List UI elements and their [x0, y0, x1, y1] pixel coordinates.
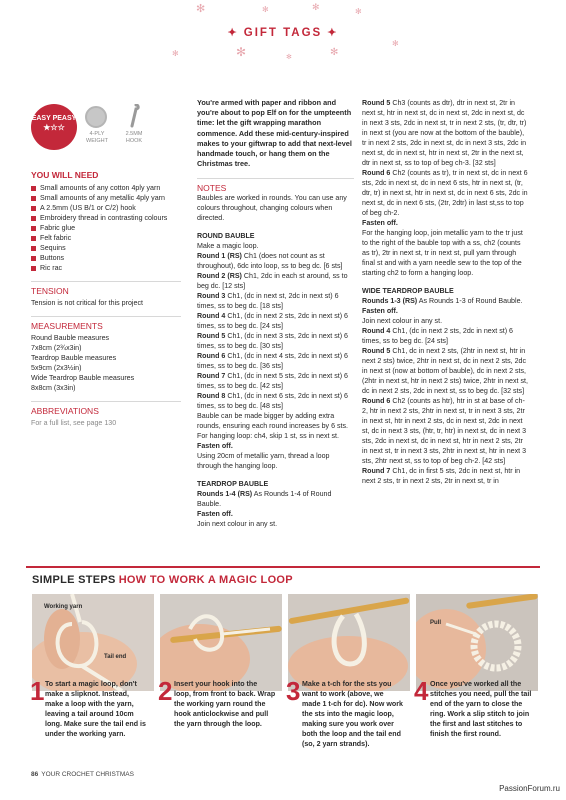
- measurement-line: 7x8cm (2¾x3in): [31, 344, 82, 352]
- materials-heading: YOU WILL NEED: [31, 170, 99, 180]
- intro-paragraph: You're armed with paper and ribbon and you're about to pop Elf on for the umpteenth time: let the gift wrapping marathon commence. Add these mid-century-inspired makes to your giftwrap to add that next-level handmade touch, or hang them on the Christmas tree.: [197, 98, 352, 169]
- pattern-column-right: [362, 98, 528, 486]
- pattern-round: [362, 396, 528, 466]
- working-yarn-label: Working yarn: [44, 604, 83, 610]
- round-label: Round 6: [362, 397, 391, 405]
- pattern-round: [197, 371, 354, 391]
- round-label: Round 7: [197, 372, 226, 381]
- measurement-line: Wide Teardrop Bauble measures: [31, 374, 135, 382]
- crochet-hook-icon: [126, 104, 142, 128]
- round-label: Round 2 (RS): [197, 272, 242, 281]
- join-colour-text: Join next colour in any st.: [362, 317, 443, 325]
- snowflake-icon: ✻: [330, 47, 339, 58]
- metallic-loop-text: Using 20cm of metallic yarn, thread a loop through the hanging loop.: [197, 452, 330, 471]
- round-text: Ch1, (dc in next st, 2dc in next st) 6 times, ss to beg dc. [18 sts]: [197, 292, 339, 311]
- round-text: Ch1, (dc in next 3 sts, 2dc in next st) 6 times, ss to beg dc. [30 sts]: [197, 332, 348, 351]
- pattern-round: [197, 271, 354, 291]
- info-badges: [31, 104, 161, 156]
- pattern-round: [197, 489, 354, 509]
- snowflake-icon: ✻: [172, 49, 179, 58]
- snowflake-icon: ✻: [262, 5, 269, 14]
- round-bauble-intro: Make a magic loop.: [197, 242, 259, 251]
- round-text: Ch1, (dc in next 2 sts, 2dc in next st) 6 times, ss to beg dc. [24 sts]: [197, 312, 348, 331]
- measurements-section: [31, 316, 181, 393]
- round-text: Ch1, dc in first 5 sts, 2dc in next st, htr in next 2 sts, tr in next 2 sts, 2tr in next st, tr in: [362, 467, 521, 485]
- measurement-line: Teardrop Bauble measures: [31, 354, 117, 362]
- pattern-round: [197, 311, 354, 331]
- rating-stars-icon: ★☆☆: [43, 123, 65, 132]
- hanging-loop-text: For hanging loop: ch4, skip 1 st, ss in next st.: [197, 432, 339, 441]
- measurement-line: Round Bauble measures: [31, 334, 110, 342]
- difficulty-text: EASY PEASY: [31, 115, 77, 122]
- pull-ring-illustration: [416, 594, 538, 691]
- yarn-ball-icon: [85, 106, 107, 128]
- steps-title: [32, 574, 293, 586]
- wide-teardrop-heading: WIDE TEARDROP BAUBLE: [362, 287, 454, 295]
- tension-section: [31, 281, 181, 308]
- round-label: Round 4: [362, 327, 391, 335]
- stitches-illustration: [288, 594, 410, 691]
- pattern-round: [362, 168, 528, 218]
- snowflake-icon: ✻: [196, 3, 206, 15]
- step-number: 2: [158, 676, 173, 706]
- round-text: Ch1, (dc in next 6 sts, 2dc in next st) 6 times, ss to beg dc. [48 sts]: [197, 392, 348, 411]
- page-footer: [31, 771, 134, 778]
- snowflake-icon: ✻: [355, 7, 362, 16]
- pull-label: Pull: [430, 620, 442, 626]
- step-3-photo: [288, 594, 410, 691]
- list-item: Sequins: [31, 243, 181, 253]
- materials-list: [31, 183, 181, 273]
- round-label: Round 7: [362, 467, 391, 475]
- pattern-round: [197, 391, 354, 411]
- round-text: Ch2 (counts as htr), htr in st at base of ch-2, htr in next 2 sts, 2htr in next st, tr in next 3 sts, 2tr in next st, htr in next 2 sts, dc in next st, 2dc in next st, dc in next 3 sts, (htr, tr, htr) in next st, dc in next 3 sts, 2dc in next st, dc in next st, htr in next 2 sts, 2tr in next st, tr in next 3 sts, 2htr in next st, htr in next 3 sts, 2htr next st, ss to top of beg ch-2. [42 sts]: [362, 397, 527, 465]
- round-label: Round 5: [362, 347, 391, 355]
- magazine-name: YOUR CROCHET CHRISTMAS: [41, 771, 134, 778]
- round-label: Round 8: [197, 392, 226, 401]
- pattern-round: [197, 291, 354, 311]
- steps-title-b: HOW TO WORK A MAGIC LOOP: [118, 574, 293, 586]
- join-colour-text: Join next colour in any st.: [197, 520, 278, 529]
- step-2-photo: [160, 594, 282, 691]
- steps-title-a: SIMPLE STEPS: [32, 574, 116, 586]
- round-label: Round 3: [197, 292, 226, 301]
- hanging-loop-text: For the hanging loop, join metallic yarn to the tr just to the right of the bauble top with a ss, ch2 (counts as tr), 2tr in next st, tr in next st, pull yarn through final st and with a yarn needle sew to the top of the starting ch2 to form a hanging loop.: [362, 229, 523, 277]
- round-text: Ch1, 2dc in each st around, ss to beg dc. [12 sts]: [197, 272, 348, 291]
- page-title: [0, 26, 566, 39]
- snowflake-icon: ✻: [286, 54, 292, 61]
- simple-steps-section: [26, 566, 540, 754]
- teardrop-heading: TEARDROP BAUBLE: [197, 480, 269, 489]
- tension-heading: TENSION: [31, 286, 69, 296]
- tail-end-label: Tail end: [104, 654, 127, 660]
- round-label: Rounds 1-4 (RS): [197, 490, 253, 499]
- fasten-off-text: Fasten off.: [362, 219, 398, 227]
- yarn-weight-label: 4-PLY WEIGHT: [86, 131, 108, 144]
- list-item: Embroidery thread in contrasting colours: [31, 213, 181, 223]
- step-4-photo: [416, 594, 538, 691]
- round-label: Round 6: [197, 352, 226, 361]
- round-text: Ch2 (counts as tr), tr in next st, dc in next 6 sts, 2dc in next st, dc in next 6 sts, htr in next st, (tr, dtr, tr) in next st, htr in next st, dc in next 6 sts, 2dc in next st, dc in next 6 sts, (2tr, 2dtr) in last st,ss to top of beg ch-2.: [362, 169, 528, 217]
- measurement-line: 8x8cm (3x3in): [31, 384, 76, 392]
- pattern-round: [362, 296, 528, 306]
- round-text: Ch1 (does not count as st throughout), 6dc into loop, ss to beg dc. [6 sts]: [197, 252, 343, 271]
- step-text: Make a t-ch for the sts you want to work (above, we made 1 t-ch for dc). Now work the sts into the magic loop, making sure you work over both the loop and the tail end (so, 2 yarn strands).: [302, 680, 403, 748]
- round-extra-text: Bauble can be made bigger by adding extra rounds, ensuring each round increases by 6 sts.: [197, 412, 349, 431]
- list-item: Buttons: [31, 253, 181, 263]
- fasten-off-text: Fasten off.: [362, 307, 398, 315]
- round-text: Ch1, (dc in next 4 sts, 2dc in next st) 6 times, ss to beg dc. [36 sts]: [197, 352, 348, 371]
- pattern-column-middle: [197, 98, 354, 529]
- notes-heading: NOTES: [197, 178, 354, 193]
- difficulty-badge: [31, 104, 77, 150]
- pattern-round: [197, 331, 354, 351]
- round-text: As Rounds 1-3 of Round Bauble.: [417, 297, 523, 305]
- list-item: Small amounts of any metallic 4ply yarn: [31, 193, 181, 203]
- snowflake-icon: ✻: [392, 39, 399, 48]
- list-item: Fabric glue: [31, 223, 181, 233]
- step-text: Once you've worked all the stitches you need, pull the tail end of the yarn to close the ring. Work a slip stitch to join the first and last stitches to finish the first round.: [430, 680, 532, 738]
- round-bauble-heading: ROUND BAUBLE: [197, 232, 255, 241]
- step-number: 1: [30, 676, 45, 706]
- step-number: 4: [414, 676, 429, 706]
- materials-column: [31, 170, 181, 428]
- list-item: A 2.5mm (US B/1 or C/2) hook: [31, 203, 181, 213]
- measurement-line: 5x9cm (2x3½in): [31, 364, 82, 372]
- round-label: Round 6: [362, 169, 391, 177]
- watermark: PassionForum.ru: [499, 784, 560, 793]
- fasten-off-text: Fasten off.: [197, 510, 233, 519]
- round-text: Ch3 (counts as dtr), dtr in next st, 2tr in next st, htr in next st, dc in next st, 2dc in next st, dc in next 3 sts, 2dc in next st, tr in next 2 sts, (tr, dtr, tr) in next st (you are now at the bottom of the bauble), tr in next 2 sts, 2dc in next st, dc in next 3 sts, 2dc in next st, dc in next st, htr in next st, 2tr in the next st, dtr in next st, ss to top of beg ch-3. [32 sts]: [362, 99, 527, 167]
- star-icon: ✦: [227, 27, 239, 39]
- step-1-photo: [32, 594, 154, 691]
- pattern-round: [197, 351, 354, 371]
- abbreviations-text: For a full list, see page 130: [31, 419, 117, 427]
- pattern-round: [362, 98, 528, 168]
- snowflake-icon: ✻: [236, 45, 247, 59]
- star-icon: ✦: [327, 27, 339, 39]
- hook-insert-illustration: [160, 594, 282, 691]
- round-text: Ch1, (dc in next 2 sts, 2dc in next st) 6 times, ss to beg dc. [24 sts]: [362, 327, 513, 345]
- abbreviations-heading: ABBREVIATIONS: [31, 406, 99, 416]
- round-label: Round 4: [197, 312, 226, 321]
- step-text: To start a magic loop, don't make a slipknot. Instead, make a loop with the yarn, leaving a tail around 10cm long. Make sure the tail end is under the working yarn.: [45, 680, 146, 738]
- round-text: As Rounds 1-4 of Round Bauble.: [197, 490, 332, 509]
- fasten-off-text: Fasten off.: [197, 442, 233, 451]
- round-text: Ch1, dc in next 2 sts, (2htr in next st, htr in next 2 sts) twice, 2htr in next st, dc in next 2 sts, 2dc in next st (now at bottom of bauble), dc in next 2 sts, (2htr in next st, htr in next 2 sts) twice, 2htr in next st, dc in next 2 sts, 2dc in next st, ss to beg dc. [32 sts]: [362, 347, 528, 395]
- round-label: Round 1 (RS): [197, 252, 242, 261]
- pattern-round: [197, 251, 354, 271]
- snowflake-icon: ✻: [312, 2, 320, 12]
- step-text: Insert your hook into the loop, from front to back. Wrap the working yarn round the hook anticlockwise and pull the yarn through the loop.: [174, 680, 276, 728]
- pattern-round: [362, 326, 528, 346]
- abbreviations-section: [31, 401, 181, 428]
- measurements-heading: MEASUREMENTS: [31, 321, 103, 331]
- page-title-text: GIFT TAGS: [243, 27, 323, 39]
- round-label: Round 5: [197, 332, 226, 341]
- page-number: 86: [31, 771, 39, 778]
- pattern-round: [362, 346, 528, 396]
- pattern-round: [362, 466, 528, 486]
- step-number: 3: [286, 676, 301, 706]
- list-item: Small amounts of any cotton 4ply yarn: [31, 183, 181, 193]
- list-item: Ric rac: [31, 263, 181, 273]
- list-item: Felt fabric: [31, 233, 181, 243]
- round-label: Round 5: [362, 99, 391, 107]
- tension-text: Tension is not critical for this project: [31, 299, 143, 307]
- notes-text: Baubles are worked in rounds. You can use any colours throughout, changing colours when directed.: [197, 194, 347, 223]
- round-text: Ch1, (dc in next 5 sts, 2dc in next st) 6 times, ss to beg dc. [42 sts]: [197, 372, 348, 391]
- round-label: Rounds 1-3 (RS): [362, 297, 418, 305]
- hook-size-label: 2.5MM HOOK: [125, 131, 143, 144]
